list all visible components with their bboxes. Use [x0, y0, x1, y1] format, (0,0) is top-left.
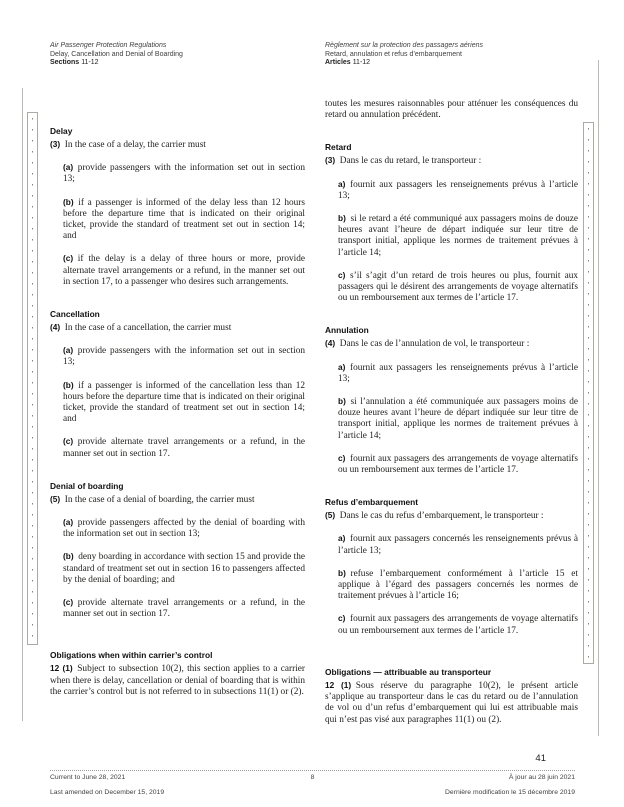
left-amendment-bracket — [27, 112, 38, 645]
provision-marker: 12 (1) — [50, 663, 73, 674]
section-heading: Obligations — attribuable au transporteur — [325, 666, 492, 677]
sections-range-fr: 11-12 — [352, 59, 371, 67]
footer-rule — [50, 770, 575, 771]
list-item: (a) provide passengers with the information set out in section 13; — [63, 345, 305, 368]
provision-marker: (b) — [63, 551, 74, 562]
sections-label-fr: Articles — [325, 59, 351, 67]
paragraph: (5) Dans le cas du refus d’embarquement, le transporteur : — [325, 510, 544, 522]
list-item: (b) if a passenger is informed of the cancellation less than 12 hours before the departure time that is indicated on their original ticket, provide the standard of treatment set out in section 14; and — [63, 379, 305, 425]
sheet-number: 8 — [310, 774, 315, 781]
section-heading: Refus d’embarquement — [325, 497, 419, 508]
provision-marker: c) — [338, 613, 346, 624]
provision-marker: (3) — [50, 139, 61, 149]
list-item: c) s’il s’agit d’un retard de trois heures ou plus, fournit aux passagers qui le désirent des arrangements de voyage alternatifs ou un remboursement aux termes de l’article 17. — [338, 269, 578, 304]
paragraph: (3) Dans le cas du retard, le transporteur : — [325, 155, 482, 167]
provision-marker: (c) — [63, 597, 74, 608]
section-heading: Delay — [50, 126, 73, 136]
page-number: 41 — [535, 753, 546, 764]
list-item: (b) if a passenger is informed of the delay less than 12 hours before the departure time that is indicated on their original ticket, provide the standard of treatment set out in section 14; and — [63, 196, 305, 242]
regulation-subtitle-en: Delay, Cancellation and Denial of Boarding — [50, 50, 183, 58]
list-item: a) fournit aux passagers les renseignements prévus à l’article 13; — [338, 361, 578, 384]
currency-date-en: Current to June 28, 2021 — [50, 774, 126, 781]
provision-marker: c) — [338, 452, 346, 463]
provision-marker: (c) — [63, 436, 74, 447]
list-item: a) fournit aux passagers les renseignements prévus à l’article 13; — [338, 178, 578, 201]
list-item: b) si le retard a été communiqué aux passagers moins de douze heures avant l’heure de départ indiquée sur leur titre de transport initial, applique les normes de traitement prévues à l’article 14; — [338, 213, 578, 258]
provision-marker: (b) — [63, 196, 74, 207]
provision-marker: c) — [338, 269, 346, 280]
list-item: (b) deny boarding in accordance with section 15 and provide the standard of treatment set out in section 16 to passengers affected by the denial of boarding; and — [63, 551, 305, 585]
section-heading: Denial of boarding — [50, 480, 124, 491]
provision-marker: b) — [338, 567, 346, 578]
sections-line-fr — [325, 59, 578, 68]
list-item: (c) provide alternate travel arrangements or a refund, in the manner set out in section 17. — [63, 597, 305, 620]
list-item: c) fournit aux passagers des arrangements de voyage alternatifs ou un remboursement aux termes de l’article 17. — [338, 613, 578, 636]
provision-marker: (5) — [325, 510, 336, 521]
provision-marker: a) — [338, 533, 346, 544]
section-heading: Retard — [325, 142, 352, 153]
paragraph: 12 (1) Sous réserve du paragraphe 10(2), le présent article s’applique au transporteur dans le cas du retard ou de l’annulation de vol ou d’un refus d’embarquement qui lui est attribuable mais qui n’est pas visé aux paragraphes 11(1) ou (2). — [325, 679, 578, 725]
provision-marker: (5) — [50, 493, 61, 504]
right-margin-line — [598, 60, 599, 736]
sections-range-en: 11-12 — [81, 59, 99, 67]
provision-marker: (a) — [63, 162, 74, 173]
currency-date-fr: À jour au 28 juin 2021 — [508, 774, 575, 781]
provision-marker: (4) — [50, 322, 61, 333]
sections-label-en: Sections — [50, 59, 80, 67]
provision-marker: b) — [338, 396, 346, 407]
amendment-date-en: Last amended on December 15, 2019 — [50, 789, 165, 796]
list-item: c) fournit aux passagers des arrangements de voyage alternatifs ou un remboursement aux termes de l’article 17. — [338, 452, 578, 476]
footer-french — [445, 774, 575, 797]
section-heading: Annulation — [325, 325, 369, 336]
provision-marker: (4) — [325, 338, 336, 349]
left-amendment-dots — [32, 118, 34, 639]
provision-marker: a) — [338, 178, 346, 189]
paragraph: (4) Dans le cas de l’annulation de vol, le transporteur : — [325, 338, 530, 350]
list-item: b) si l’annulation a été communiquée aux passagers moins de douze heures avant l’heure de départ indiquée sur leur titre de transport initial, applique les normes de traitement prévues à l’article 14; — [338, 396, 578, 441]
right-amendment-bracket — [583, 122, 594, 664]
regulation-subtitle-fr: Retard, annulation et refus d’embarquement — [325, 50, 462, 58]
provision-marker: a) — [338, 361, 346, 372]
amendment-date-fr: Dernière modification le 15 décembre 2019 — [445, 789, 575, 796]
paragraph: (5) In the case of a denial of boarding, the carrier must — [50, 493, 255, 505]
provision-marker: (a) — [63, 517, 74, 528]
section-heading: Obligations when within carrier’s control — [50, 650, 213, 661]
right-amendment-dots — [588, 128, 590, 658]
provision-marker: (3) — [325, 155, 336, 166]
list-item: (a) provide passengers affected by the denial of boarding with the information set out in section 13; — [63, 517, 305, 540]
list-item: (c) if the delay is a delay of three hours or more, provide alternate travel arrangements or a refund, in the manner set out in section 17, to a passenger who desires such arrangements. — [63, 253, 305, 287]
french-column — [325, 88, 578, 726]
paragraph: (3) In the case of a delay, the carrier must — [50, 139, 206, 150]
paragraph: 12 (1) Subject to subsection 10(2), this section applies to a carrier when there is delay, cancellation or denial of boarding that is within the carrier’s control but is not referred to in subsections 11(1) or (2). — [50, 663, 305, 697]
regulation-title-en: Air Passenger Protection Regulations — [50, 42, 167, 49]
provision-marker: (c) — [63, 253, 74, 264]
paragraph: toutes les mesures raisonnables pour atténuer les conséquences du retard ou annulation précédent. — [325, 99, 578, 121]
header-french — [325, 42, 578, 68]
list-item: (c) provide alternate travel arrangements or a refund, in the manner set out in section 17. — [63, 436, 305, 459]
list-item: b) refuse l’embarquement conformément à l’article 15 et applique à l’égard des passagers concernés les normes de traitement prévues à l’article 16; — [338, 567, 578, 602]
provision-marker: (b) — [63, 379, 74, 390]
provision-marker: 12 (1) — [325, 679, 352, 690]
paragraph: (4) In the case of a cancellation, the carrier must — [50, 322, 232, 334]
list-item: a) fournit aux passagers concernés les renseignements prévus à l’article 13; — [338, 533, 578, 556]
left-margin-line — [22, 88, 23, 721]
header-english — [50, 42, 300, 68]
regulation-title-fr: Règlement sur la protection des passagers aériens — [325, 42, 483, 49]
section-heading: Cancellation — [50, 309, 100, 320]
list-item: (a) provide passengers with the information set out in section 13; — [63, 162, 305, 185]
provision-marker: (a) — [63, 345, 74, 356]
english-column — [50, 88, 305, 698]
sections-line-en — [50, 59, 300, 68]
provision-marker: b) — [338, 213, 346, 224]
